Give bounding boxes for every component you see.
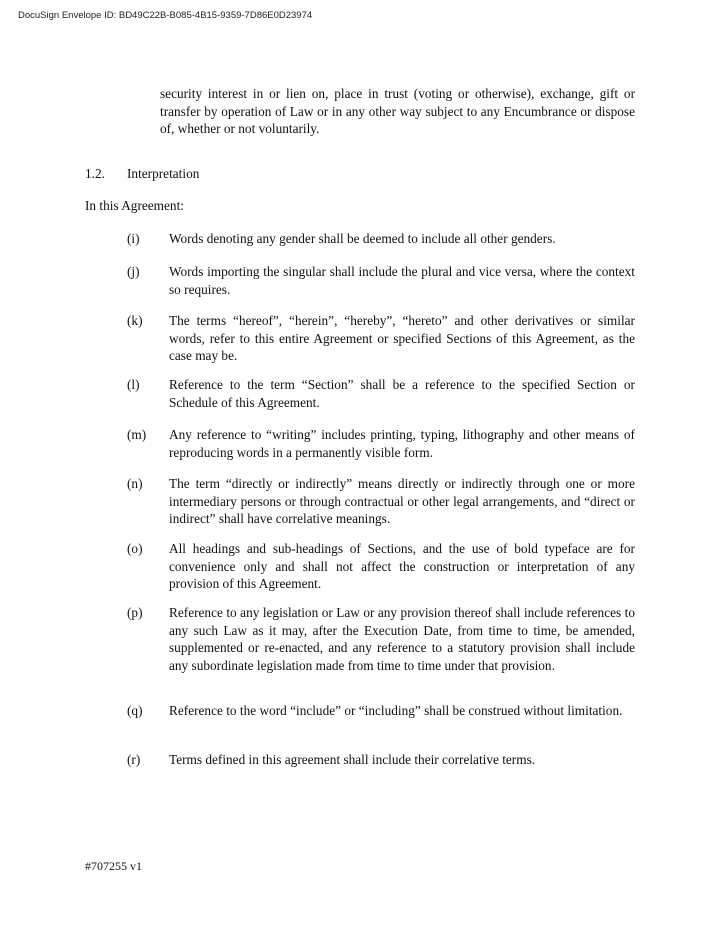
continuation-paragraph: security interest in or lien on, place in trust (voting or otherwise), exchange, gift or transfer by operation of Law or in any other way subject to any Encumbrance or dispose of, whether or not voluntarily. (160, 86, 635, 137)
item-text: The term “directly or indirectly” means directly or indirectly through one or more intermediary persons or through contractual or other legal arrangements, and “direct or indirect” shall have correlative meanings. (169, 476, 635, 527)
item-label: (m) (127, 427, 147, 442)
item-text: Any reference to “writing” includes printing, typing, lithography and other means of reproducing words in a permanently visible form. (169, 427, 635, 460)
item-label: (l) (127, 377, 140, 392)
item-text: All headings and sub-headings of Sections, and the use of bold typeface are for convenience only and shall not affect the construction or interpretation of any provision of this Agreement. (169, 541, 635, 592)
item-label: (p) (127, 605, 143, 620)
section-title: Interpretation (127, 166, 200, 181)
section-number: 1.2. (85, 166, 105, 181)
item-text: The terms “hereof”, “herein”, “hereby”, “hereto” and other derivatives or similar words, refer to this entire Agreement or specified Sections of this Agreement, as the case may be. (169, 313, 635, 364)
item-text: Terms defined in this agreement shall include their correlative terms. (169, 752, 536, 767)
document-footer-id: #707255 v1 (85, 859, 142, 873)
item-label: (n) (127, 476, 143, 491)
item-text: Reference to the term “Section” shall be a reference to the specified Section or Schedule of this Agreement. (169, 377, 635, 410)
item-text: Reference to any legislation or Law or any provision thereof shall include references to any such Law as it may, after the Execution Date, from time to time, be amended, supplemented or re-enacted, and any reference to a statutory provision shall include any subordinate legislation made from time to time under that provision. (169, 605, 635, 673)
item-label: (i) (127, 231, 140, 246)
item-label: (q) (127, 703, 143, 718)
section-intro: In this Agreement: (85, 198, 184, 213)
item-label: (j) (127, 264, 140, 279)
item-text: Reference to the word “include” or “including” shall be construed without limitation. (169, 703, 623, 718)
item-text: Words importing the singular shall include the plural and vice versa, where the context so requires. (169, 264, 635, 297)
item-text: Words denoting any gender shall be deemed to include all other genders. (169, 231, 556, 246)
item-label: (k) (127, 313, 143, 328)
item-label: (o) (127, 541, 143, 556)
item-label: (r) (127, 752, 141, 767)
docusign-envelope-id: DocuSign Envelope ID: BD49C22B-B085-4B15-9359-7D86E0D23974 (18, 10, 313, 21)
